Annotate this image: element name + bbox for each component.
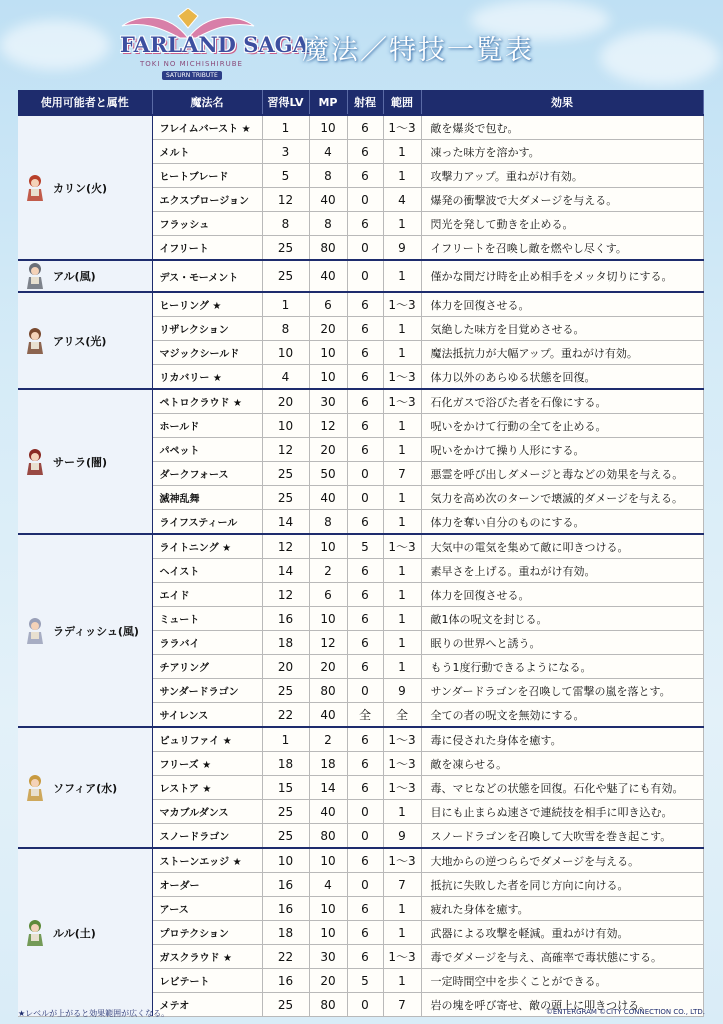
mp-cost: 10 [309,848,347,873]
range: 6 [347,897,383,921]
spell-name: エイド [152,583,262,607]
spell-name: チアリング [152,655,262,679]
header-level: 習得LV [262,90,309,115]
spell-name: ヒートブレード [152,164,262,188]
area: 全 [383,703,421,728]
user-label: ラディッシュ(風) [53,624,139,638]
header-effect: 効果 [421,90,703,115]
area: 1 [383,559,421,583]
range: 6 [347,607,383,631]
blonde-girl-icon [23,773,47,803]
learn-level: 3 [262,140,309,164]
effect: 武器による攻撃を軽減。重ねがけ有効。 [421,921,703,945]
range: 0 [347,800,383,824]
user-cell [18,292,152,389]
effect: 凍った味方を溶かす。 [421,140,703,164]
mp-cost: 80 [309,679,347,703]
effect: サンダードラゴンを召喚して雷撃の嵐を落とす。 [421,679,703,703]
learn-level: 22 [262,945,309,969]
mp-cost: 2 [309,727,347,752]
spell-name: レストア ★ [152,776,262,800]
learn-level: 25 [262,993,309,1017]
range: 6 [347,317,383,341]
range: 6 [347,655,383,679]
spell-name: デス・モーメント [152,260,262,292]
effect: 敵を爆炎で包む。 [421,115,703,140]
mp-cost: 40 [309,800,347,824]
spell-name: レビテート [152,969,262,993]
range: 6 [347,631,383,655]
mp-cost: 80 [309,824,347,849]
area: 1〜3 [383,945,421,969]
area: 1 [383,212,421,236]
range: 6 [347,164,383,188]
learn-level: 12 [262,438,309,462]
spell-name: ペトロクラウド ★ [152,389,262,414]
area: 1 [383,341,421,365]
mp-cost: 80 [309,993,347,1017]
effect: 気力を高め次のターンで壊滅的ダメージを与える。 [421,486,703,510]
mp-cost: 4 [309,140,347,164]
learn-level: 25 [262,462,309,486]
spell-name: マカブルダンス [152,800,262,824]
spell-name: ララバイ [152,631,262,655]
area: 1 [383,486,421,510]
spell-name: 滅神乱舞 [152,486,262,510]
effect: 一定時間空中を歩くことができる。 [421,969,703,993]
learn-level: 18 [262,752,309,776]
mp-cost: 10 [309,115,347,140]
range: 6 [347,341,383,365]
learn-level: 4 [262,365,309,390]
spell-name: ピュリファイ ★ [152,727,262,752]
spell-name: スノードラゴン [152,824,262,849]
learn-level: 10 [262,848,309,873]
mp-cost: 10 [309,607,347,631]
range: 6 [347,292,383,317]
effect: 体力を回復させる。 [421,583,703,607]
user-cell [18,260,152,292]
table-row [18,260,703,292]
effect: 気絶した味方を目覚めさせる。 [421,317,703,341]
page-title: 魔法／特技一覧表 [302,35,534,66]
range: 5 [347,534,383,559]
user-label: アル(風) [53,270,96,283]
effect: 抵抗に失敗した者を同じ方向に向ける。 [421,873,703,897]
area: 1 [383,655,421,679]
effect: 爆発の衝撃波で大ダメージを与える。 [421,188,703,212]
spell-name: ミュート [152,607,262,631]
range: 6 [347,945,383,969]
learn-level: 25 [262,824,309,849]
logo-title: FARLAND SAGA [120,32,309,57]
mp-cost: 40 [309,260,347,292]
header-user: 使用可能者と属性 [18,90,152,115]
range: 6 [347,848,383,873]
area: 1〜3 [383,292,421,317]
learn-level: 8 [262,212,309,236]
learn-level: 25 [262,260,309,292]
mp-cost: 20 [309,969,347,993]
range: 0 [347,260,383,292]
mp-cost: 30 [309,389,347,414]
learn-level: 12 [262,188,309,212]
effect: イフリートを召喚し敵を燃やし尽くす。 [421,236,703,261]
table-row [18,389,703,414]
spell-name: ヘイスト [152,559,262,583]
area: 1 [383,631,421,655]
mp-cost: 50 [309,462,347,486]
mp-cost: 40 [309,703,347,728]
game-logo [112,8,309,86]
spell-name: ライフスティール [152,510,262,535]
spell-name: ヒーリング ★ [152,292,262,317]
effect: 魔法抵抗力が大幅アップ。重ねがけ有効。 [421,341,703,365]
effect: 体力を奪い自分のものにする。 [421,510,703,535]
effect: 疲れた身体を癒す。 [421,897,703,921]
learn-level: 22 [262,703,309,728]
learn-level: 15 [262,776,309,800]
learn-level: 14 [262,559,309,583]
mp-cost: 12 [309,414,347,438]
range: 0 [347,236,383,261]
learn-level: 14 [262,510,309,535]
footnote: ★レベルが上がると効果範囲が広くなる。 [18,1009,170,1018]
learn-level: 12 [262,583,309,607]
range: 6 [347,140,383,164]
effect: 敵を凍らせる。 [421,752,703,776]
area: 9 [383,236,421,261]
learn-level: 8 [262,317,309,341]
header-area: 範囲 [383,90,421,115]
effect: 毒、マヒなどの状態を回復。石化や魅了にも有効。 [421,776,703,800]
range: 6 [347,414,383,438]
mp-cost: 6 [309,292,347,317]
effect: 呪いをかけて操り人形にする。 [421,438,703,462]
effect: 素早さを上げる。重ねがけ有効。 [421,559,703,583]
mp-cost: 8 [309,510,347,535]
grey-hair-boy-icon [23,261,47,291]
area: 9 [383,824,421,849]
area: 1 [383,414,421,438]
table-row [18,848,703,873]
learn-level: 1 [262,727,309,752]
table-row [18,727,703,752]
mp-cost: 2 [309,559,347,583]
spell-name: アース [152,897,262,921]
mp-cost: 40 [309,486,347,510]
mp-cost: 12 [309,631,347,655]
mp-cost: 4 [309,873,347,897]
user-label: カリン(火) [53,181,108,195]
range: 0 [347,993,383,1017]
mp-cost: 8 [309,164,347,188]
range: 6 [347,212,383,236]
green-hat-girl-icon [23,918,47,948]
dark-hair-girl-icon [23,447,47,477]
spell-name: フラッシュ [152,212,262,236]
learn-level: 25 [262,800,309,824]
brown-hair-girl-icon [23,326,47,356]
mp-cost: 8 [309,212,347,236]
range: 6 [347,921,383,945]
user-cell [18,534,152,727]
spell-name: ストーンエッジ ★ [152,848,262,873]
area: 1〜3 [383,365,421,390]
area: 1 [383,583,421,607]
mp-cost: 14 [309,776,347,800]
range: 6 [347,510,383,535]
area: 1 [383,800,421,824]
mp-cost: 20 [309,438,347,462]
user-label: アリス(光) [53,334,107,348]
effect: 毒に侵された身体を癒す。 [421,727,703,752]
range: 6 [347,365,383,390]
table-body [18,115,703,1017]
spell-name: ライトニング ★ [152,534,262,559]
area: 1 [383,897,421,921]
range: 6 [347,727,383,752]
area: 1〜3 [383,727,421,752]
mp-cost: 18 [309,752,347,776]
effect: 毒でダメージを与え、高確率で毒状態にする。 [421,945,703,969]
spell-name: メテオ [152,993,262,1017]
user-label: ソフィア(水) [53,781,118,795]
user-cell [18,727,152,848]
area: 1 [383,607,421,631]
area: 7 [383,462,421,486]
range: 6 [347,583,383,607]
learn-level: 18 [262,921,309,945]
effect: 閃光を発して動きを止める。 [421,212,703,236]
spell-name: リカバリー ★ [152,365,262,390]
learn-level: 12 [262,534,309,559]
magic-table-sheet [18,90,703,1012]
effect: 大気中の電気を集めて敵に叩きつける。 [421,534,703,559]
mp-cost: 30 [309,945,347,969]
header-mp: MP [309,90,347,115]
background-cloud [0,20,110,70]
range: 0 [347,486,383,510]
effect: 大地からの逆つららでダメージを与える。 [421,848,703,873]
mp-cost: 40 [309,188,347,212]
effect: 僅かな間だけ時を止め相手をメッタ切りにする。 [421,260,703,292]
learn-level: 10 [262,414,309,438]
spell-name: フレイムバースト ★ [152,115,262,140]
user-cell [18,848,152,1017]
area: 1 [383,140,421,164]
user-label: サーラ(闇) [53,455,108,469]
mp-cost: 10 [309,897,347,921]
area: 1〜3 [383,534,421,559]
range: 6 [347,752,383,776]
header-range: 射程 [347,90,383,115]
spell-name: ガスクラウド ★ [152,945,262,969]
effect: 悪霊を呼び出しダメージと毒などの効果を与える。 [421,462,703,486]
winged-knight-icon [23,616,47,646]
learn-level: 25 [262,679,309,703]
mp-cost: 10 [309,341,347,365]
mp-cost: 20 [309,655,347,679]
user-cell [18,115,152,260]
effect: 体力以外のあらゆる状態を回復。 [421,365,703,390]
area: 1〜3 [383,848,421,873]
area: 1 [383,260,421,292]
spell-name: サイレンス [152,703,262,728]
area: 1〜3 [383,776,421,800]
area: 1 [383,921,421,945]
effect: 攻撃力アップ。重ねがけ有効。 [421,164,703,188]
range: 0 [347,873,383,897]
spell-name: エクスプロージョン [152,188,262,212]
effect: スノードラゴンを召喚して大吹雪を巻き起こす。 [421,824,703,849]
learn-level: 25 [262,236,309,261]
mp-cost: 10 [309,365,347,390]
spell-name: フリーズ ★ [152,752,262,776]
effect: 目にも止まらぬ速さで連続技を相手に叩き込む。 [421,800,703,824]
spell-name: プロテクション [152,921,262,945]
table-row [18,292,703,317]
area: 1 [383,438,421,462]
spell-name: ダークフォース [152,462,262,486]
mp-cost: 20 [309,317,347,341]
effect: もう1度行動できるようになる。 [421,655,703,679]
learn-level: 1 [262,115,309,140]
effect: 眠りの世界へと誘う。 [421,631,703,655]
learn-level: 20 [262,389,309,414]
mp-cost: 80 [309,236,347,261]
spell-name: パペット [152,438,262,462]
range: 0 [347,462,383,486]
range: 全 [347,703,383,728]
effect: 全ての者の呪文を無効にする。 [421,703,703,728]
learn-level: 25 [262,486,309,510]
table-row [18,534,703,559]
learn-level: 10 [262,341,309,365]
effect: 石化ガスで浴びた者を石像にする。 [421,389,703,414]
learn-level: 16 [262,607,309,631]
logo-badge: SATURN TRIBUTE [162,71,222,80]
spell-name: リザレクション [152,317,262,341]
learn-level: 16 [262,897,309,921]
range: 6 [347,776,383,800]
area: 1〜3 [383,115,421,140]
header-spell-name: 魔法名 [152,90,262,115]
area: 1 [383,164,421,188]
effect: 体力を回復させる。 [421,292,703,317]
area: 7 [383,873,421,897]
area: 7 [383,993,421,1017]
range: 6 [347,438,383,462]
background-cloud [600,30,720,85]
range: 5 [347,969,383,993]
range: 0 [347,824,383,849]
spell-name: メルト [152,140,262,164]
mp-cost: 10 [309,534,347,559]
area: 9 [383,679,421,703]
logo-subtitle: TOKI NO MICHISHIRUBE [140,60,243,68]
area: 1 [383,969,421,993]
learn-level: 16 [262,873,309,897]
area: 1 [383,510,421,535]
red-hair-girl-icon [23,173,47,203]
user-label: ルル(土) [53,926,96,940]
mp-cost: 6 [309,583,347,607]
range: 0 [347,188,383,212]
effect: 呪いをかけて行動の全てを止める。 [421,414,703,438]
spell-name: イフリート [152,236,262,261]
mp-cost: 10 [309,921,347,945]
area: 1〜3 [383,752,421,776]
area: 1〜3 [383,389,421,414]
range: 0 [347,679,383,703]
copyright: ©ENTERGRAM ©CITY CONNECTION CO., LTD. [545,1008,705,1016]
learn-level: 1 [262,292,309,317]
range: 6 [347,389,383,414]
spell-name: マジックシールド [152,341,262,365]
area: 1 [383,317,421,341]
table-row [18,115,703,140]
spell-name: ホールド [152,414,262,438]
range: 6 [347,559,383,583]
learn-level: 5 [262,164,309,188]
magic-skill-table [18,90,704,1017]
spell-name: サンダードラゴン [152,679,262,703]
effect: 岩の塊を呼び寄せ、敵の頭上に叩きつける。 [421,993,703,1017]
learn-level: 18 [262,631,309,655]
effect: 敵1体の呪文を封じる。 [421,607,703,631]
table-header-row [18,90,703,115]
learn-level: 20 [262,655,309,679]
learn-level: 16 [262,969,309,993]
range: 6 [347,115,383,140]
spell-name: オーダー [152,873,262,897]
area: 4 [383,188,421,212]
user-cell [18,389,152,534]
